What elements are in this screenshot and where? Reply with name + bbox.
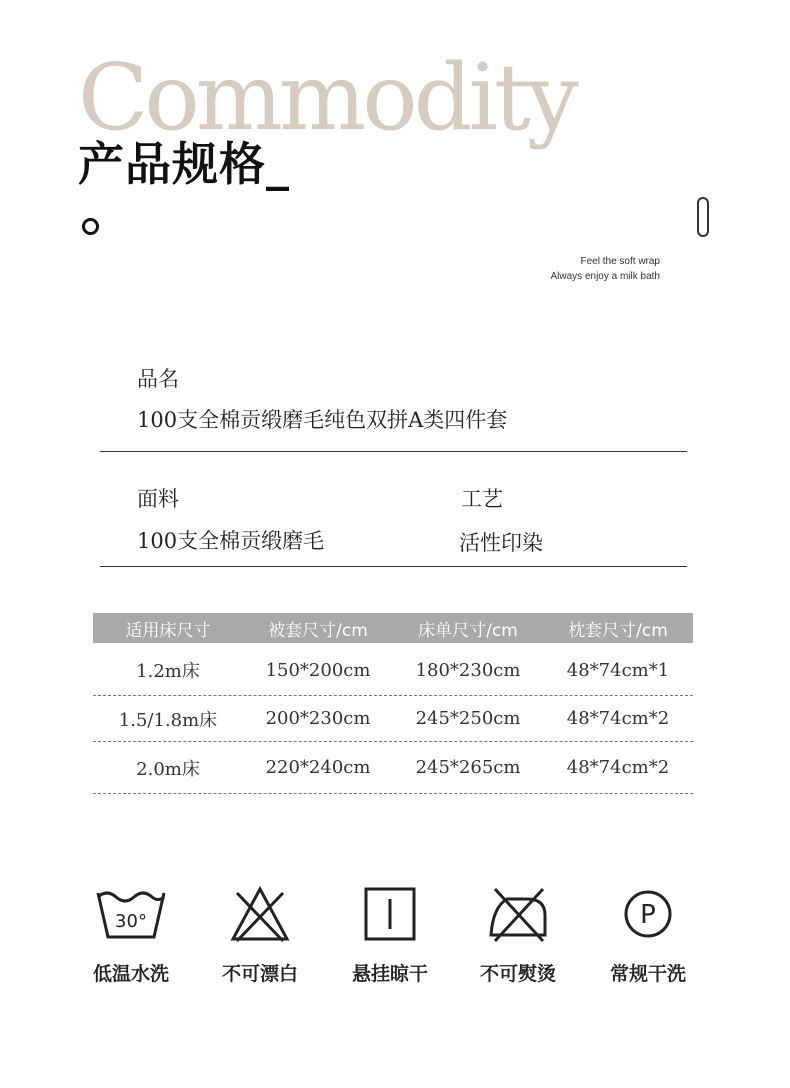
craft-label: 工艺 xyxy=(461,487,503,511)
care-item-wash xyxy=(66,885,196,986)
table-cell: 2.0m床 xyxy=(136,758,200,780)
background-word: Commodity xyxy=(78,44,575,151)
divider xyxy=(100,451,687,452)
care-item-hang-dry xyxy=(325,885,455,986)
tagline-1: Feel the soft wrap xyxy=(580,256,660,267)
care-item-no-bleach xyxy=(195,885,325,986)
pill-icon xyxy=(697,197,709,237)
table-cell: 180*230cm xyxy=(415,659,521,681)
tagline-2: Always enjoy a milk bath xyxy=(550,271,660,282)
header-cell: 床单尺寸/cm xyxy=(418,620,518,641)
craft-value: 活性印染 xyxy=(459,531,543,555)
circle-dot-icon xyxy=(82,218,99,235)
table-cell: 48*74cm*2 xyxy=(566,708,670,729)
wash-30-icon xyxy=(95,885,167,943)
header-cell: 适用床尺寸 xyxy=(125,620,211,641)
size-table-header xyxy=(93,613,693,643)
table-row xyxy=(93,696,693,742)
header-cell: 枕套尺寸/cm xyxy=(568,620,668,641)
page-title: 产品规格_ xyxy=(78,137,290,191)
table-row xyxy=(93,742,693,794)
care-label: 不可漂白 xyxy=(221,963,298,985)
care-item-no-iron xyxy=(453,885,583,986)
table-cell: 150*200cm xyxy=(265,659,371,681)
care-label: 低温水洗 xyxy=(92,963,169,985)
divider xyxy=(100,566,687,567)
care-item-dry-clean xyxy=(583,885,713,986)
table-cell: 245*265cm xyxy=(415,757,521,778)
table-cell: 48*74cm*2 xyxy=(566,757,670,778)
no-iron-icon xyxy=(487,885,549,943)
table-cell: 1.2m床 xyxy=(136,661,200,682)
name-value: 100支全棉贡缎磨毛纯色双拼A类四件套 xyxy=(137,408,508,432)
care-label: 常规干洗 xyxy=(609,963,686,985)
no-bleach-icon xyxy=(229,885,291,943)
care-label: 不可熨烫 xyxy=(479,963,556,985)
dry-clean-p-icon xyxy=(619,885,677,943)
name-label: 品名 xyxy=(137,367,179,391)
table-cell: 200*230cm xyxy=(265,708,371,729)
dry-clean-letter: P xyxy=(640,900,656,930)
header-cell: 被套尺寸/cm xyxy=(268,620,368,641)
table-row xyxy=(93,645,693,696)
hang-dry-icon xyxy=(362,885,418,943)
care-label: 悬挂晾干 xyxy=(351,963,428,985)
fabric-label: 面料 xyxy=(137,487,179,511)
table-cell: 245*250cm xyxy=(415,708,521,729)
fabric-value: 100支全棉贡缎磨毛 xyxy=(137,529,325,553)
table-cell: 48*74cm*1 xyxy=(566,659,670,681)
wash-temp: 30° xyxy=(115,911,147,932)
table-cell: 220*240cm xyxy=(265,757,371,778)
table-cell: 1.5/1.8m床 xyxy=(118,709,218,731)
